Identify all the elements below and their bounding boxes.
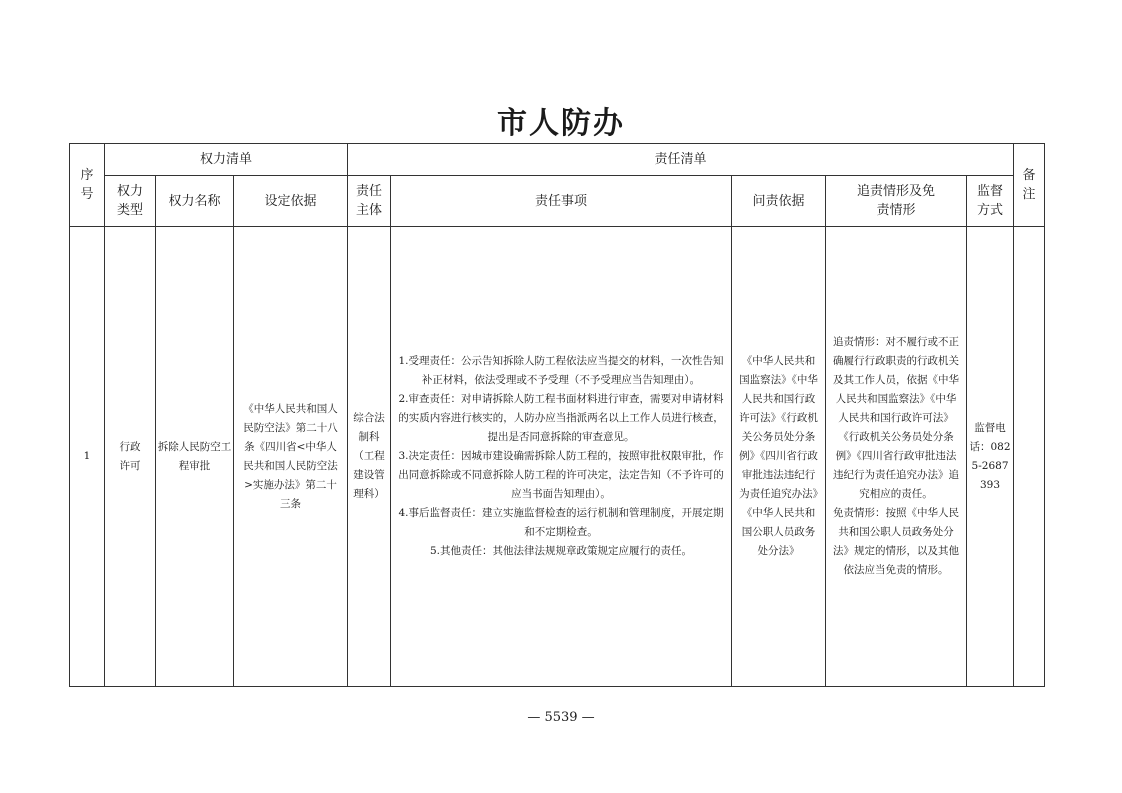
row-power-type: 行政许可 [105,227,156,687]
responsibility-item: 1.受理责任：公示告知拆除人防工程依法应当提交的材料，一次性告知补正材料，依法受理或不予受理（不予受理应当告知理由）。 [398,355,724,386]
row-supervision: 监督电话：0825-2687393 [967,227,1014,687]
header-power-list: 权力清单 [105,144,348,176]
header-power-name: 权力名称 [156,176,234,227]
header-supervision: 监督方式 [967,176,1014,227]
row-remark [1014,227,1045,687]
responsibility-item: 2.审查责任：对申请拆除人防工程书面材料进行审查，需要对申请材料的实质内容进行核实的，人防办应当指派两名以上工作人员进行核查，提出是否同意拆除的审查意见。 [398,393,724,443]
row-accountability-cases [826,227,967,687]
row-seq: 1 [70,227,105,687]
header-row-columns [70,176,1045,227]
header-remark: 备注 [1014,144,1045,227]
exemption-case: 免责情形：按照《中华人民共和国公职人员政务处分法》规定的情形，以及其他依法应当免责的情形。 [833,507,959,576]
page-number: — 5539 — [527,710,595,725]
responsibility-item: 4.事后监督责任：建立实施监督检查的运行机制和管理制度，开展定期和不定期检查。 [398,507,724,538]
header-accountability-cases: 追责情形及免责情形 [826,176,967,227]
header-responsibility-list: 责任清单 [348,144,1014,176]
header-items: 责任事项 [391,176,732,227]
header-seq: 序号 [70,144,105,227]
responsibility-table [69,143,1045,687]
row-accountability-basis: 《中华人民共和国监察法》《中华人民共和国行政许可法》《行政机关公务员处分条例》《四川省行政审批违法违纪行为责任追究办法》《中华人民共和国公职人员政务处分法》 [732,227,826,687]
accountability-case: 追责情形：对不履行或不正确履行行政职责的行政机关及其工作人员，依据《中华人民共和国监察法》《中华人民共和国行政许可法》《行政机关公务员处分条例》《四川省行政审批违法违纪行为责任追究办法》追究相应的责任。 [833,336,959,500]
header-basis: 设定依据 [234,176,348,227]
row-basis: 《中华人民共和国人民防空法》第二十八条《四川省<中华人民共和国人民防空法>实施办法》第二十三条 [234,227,348,687]
row-responsibility-items [391,227,732,687]
row-subject: 综合法制科（工程建设管理科） [348,227,391,687]
responsibility-item: 5.其他责任：其他法律法规规章政策规定应履行的责任。 [429,545,693,557]
header-subject: 责任主体 [348,176,391,227]
header-row-group [70,144,1045,176]
responsibility-item: 3.决定责任：因城市建设确需拆除人防工程的，按照审批权限审批，作出同意拆除或不同意拆除人防工程的许可决定，法定告知（不予许可的应当书面告知理由）。 [398,450,724,500]
page-title: 市人防办 [497,106,625,141]
header-accountability-basis: 问责依据 [732,176,826,227]
table-row [70,227,1045,687]
row-power-name: 拆除人民防空工程审批 [156,227,234,687]
header-power-type: 权力类型 [105,176,156,227]
